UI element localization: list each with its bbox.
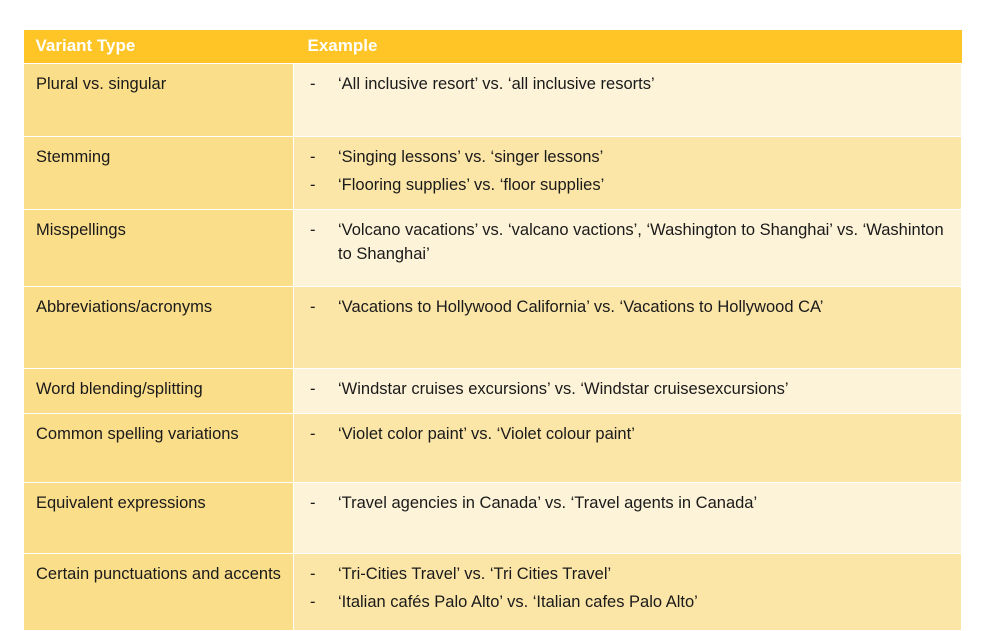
table-body: [24, 64, 962, 631]
variant-type-cell: [24, 137, 294, 210]
column-header-variant-type: Variant Type: [24, 30, 294, 64]
variant-type-label: Common spelling variations: [36, 425, 239, 444]
example-list-item: [308, 591, 951, 615]
variant-type-label: Word blending/splitting: [36, 380, 203, 399]
example-text: ‘Violet color paint’ vs. ‘Violet colour paint’: [338, 425, 635, 444]
example-cell: [294, 137, 962, 210]
variant-table-container: [23, 30, 961, 631]
bullet-dash-icon: -: [310, 593, 316, 612]
example-text: ‘Singing lessons’ vs. ‘singer lessons’: [338, 148, 604, 167]
example-list: [308, 563, 951, 615]
example-text: ‘Tri-Cities Travel’ vs. ‘Tri Cities Travel’: [338, 565, 612, 584]
example-cell: [294, 64, 962, 137]
example-text: ‘Flooring supplies’ vs. ‘floor supplies’: [338, 176, 605, 195]
table-header: [24, 30, 962, 64]
example-list: [308, 423, 951, 447]
bullet-dash-icon: -: [310, 176, 316, 195]
example-text: ‘Italian cafés Palo Alto’ vs. ‘Italian cafes Palo Alto’: [338, 593, 698, 612]
column-header-example: Example: [294, 30, 962, 64]
variant-type-table: [23, 30, 962, 631]
example-cell: [294, 369, 962, 414]
example-cell: [294, 483, 962, 554]
example-list-item: [308, 219, 951, 267]
example-list-item: [308, 492, 951, 516]
variant-type-cell: [24, 483, 294, 554]
example-list-item: [308, 146, 951, 170]
example-list: [308, 296, 951, 320]
example-list-item: [308, 174, 951, 198]
example-text: ‘Travel agencies in Canada’ vs. ‘Travel agents in Canada’: [338, 494, 758, 513]
variant-type-cell: [24, 369, 294, 414]
example-list: [308, 492, 951, 516]
variant-type-cell: [24, 210, 294, 287]
table-row: [24, 210, 962, 287]
bullet-dash-icon: -: [310, 380, 316, 399]
bullet-dash-icon: -: [310, 565, 316, 584]
variant-type-cell: [24, 64, 294, 137]
table-row: [24, 64, 962, 137]
example-list-item: [308, 296, 951, 320]
example-list: [308, 73, 951, 97]
table-header-row: [24, 30, 962, 64]
variant-type-cell: [24, 414, 294, 483]
variant-type-cell: [24, 287, 294, 369]
variant-type-label: Misspellings: [36, 221, 126, 240]
example-cell: [294, 287, 962, 369]
bullet-dash-icon: -: [310, 298, 316, 317]
example-list: [308, 378, 951, 402]
variant-type-cell: [24, 554, 294, 631]
table-row: [24, 483, 962, 554]
example-list-item: [308, 73, 951, 97]
variant-type-label: Plural vs. singular: [36, 75, 167, 94]
example-text: ‘All inclusive resort’ vs. ‘all inclusive resorts’: [338, 75, 655, 94]
bullet-dash-icon: -: [310, 494, 316, 513]
example-text: ‘Volcano vacations’ vs. ‘valcano vactions’, ‘Washington to Shanghai’ vs. ‘Washinton to Shanghai’: [338, 221, 944, 264]
table-row: [24, 137, 962, 210]
example-cell: [294, 210, 962, 287]
bullet-dash-icon: -: [310, 148, 316, 167]
example-text: ‘Vacations to Hollywood California’ vs. ‘Vacations to Hollywood CA’: [338, 298, 824, 317]
bullet-dash-icon: -: [310, 75, 316, 94]
table-row: [24, 369, 962, 414]
example-list-item: [308, 423, 951, 447]
variant-type-label: Certain punctuations and accents: [36, 565, 281, 584]
example-cell: [294, 554, 962, 631]
variant-type-label: Stemming: [36, 148, 111, 167]
bullet-dash-icon: -: [310, 425, 316, 444]
variant-type-label: Abbreviations/acronyms: [36, 298, 213, 317]
example-list: [308, 219, 951, 267]
table-row: [24, 414, 962, 483]
example-list: [308, 146, 951, 198]
example-list-item: [308, 563, 951, 587]
table-row: [24, 554, 962, 631]
example-list-item: [308, 378, 951, 402]
example-text: ‘Windstar cruises excursions’ vs. ‘Windstar cruisesexcursions’: [338, 380, 789, 399]
table-row: [24, 287, 962, 369]
bullet-dash-icon: -: [310, 221, 316, 240]
variant-type-label: Equivalent expressions: [36, 494, 206, 513]
example-cell: [294, 414, 962, 483]
